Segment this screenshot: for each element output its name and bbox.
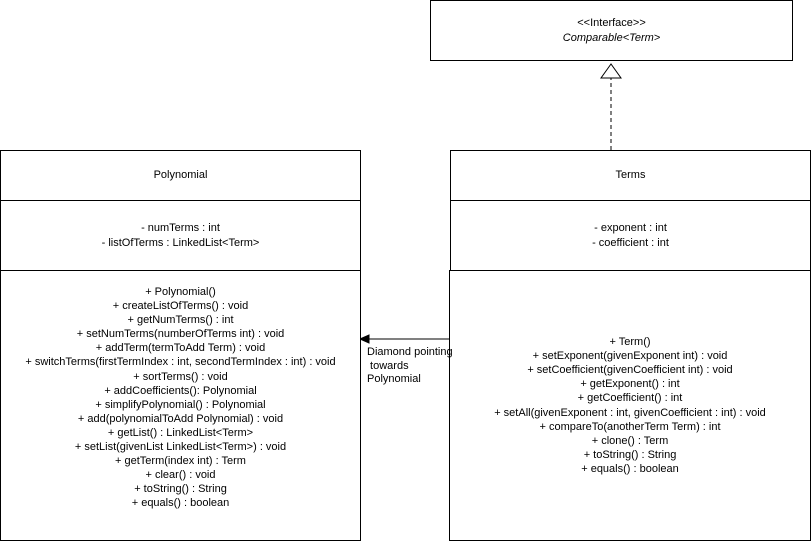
- method: + getExponent() : int: [580, 378, 680, 391]
- method: + getList() : LinkedList<Term>: [107, 426, 254, 439]
- method: + toString() : String: [134, 483, 227, 496]
- method: + setCoefficient(givenCoefficient int) : void: [527, 364, 733, 377]
- method: + addTerm(termToAdd Term) : void: [95, 342, 266, 355]
- method: + sortTerms() : void: [133, 370, 228, 383]
- note-line: towards: [367, 359, 409, 372]
- interface-box[interactable]: [430, 0, 793, 61]
- method: + switchTerms(firstTermIndex : int, secondTermIndex : int) : void: [25, 356, 336, 369]
- terms-class-name: Terms: [615, 169, 646, 182]
- association-note: [367, 346, 453, 387]
- note-line: Diamond pointing: [367, 346, 453, 358]
- attribute: - listOfTerms : LinkedList<Term>: [101, 236, 260, 249]
- attribute: - exponent : int: [594, 222, 667, 235]
- attribute: - coefficient : int: [592, 236, 669, 249]
- method: + equals() : boolean: [131, 497, 230, 510]
- method: + getTerm(index int) : Term: [115, 455, 246, 468]
- terms-class-header[interactable]: [450, 150, 811, 201]
- polynomial-methods[interactable]: [0, 270, 361, 541]
- method: + add(polynomialToAdd Polynomial) : void: [77, 412, 284, 425]
- method: + toString() : String: [583, 448, 677, 461]
- note-line: Polynomial: [367, 373, 421, 385]
- association-arrowhead: [360, 335, 369, 343]
- polynomial-class-header[interactable]: [0, 150, 361, 201]
- method: + Polynomial(): [145, 286, 216, 298]
- attribute: - numTerms : int: [141, 222, 220, 235]
- method: + setNumTerms(numberOfTerms int) : void: [76, 328, 285, 341]
- terms-methods[interactable]: [449, 270, 811, 541]
- method: + compareTo(anotherTerm Term) : int: [539, 420, 721, 433]
- method: + equals() : boolean: [581, 462, 679, 475]
- method: + clear() : void: [145, 469, 216, 482]
- terms-attributes[interactable]: [450, 200, 811, 271]
- method: + getCoefficient() : int: [577, 392, 683, 405]
- method: + Term(): [609, 336, 651, 349]
- polynomial-attributes[interactable]: [0, 200, 361, 271]
- method: + simplifyPolynomial() : Polynomial: [95, 398, 266, 411]
- realization-arrowhead: [601, 64, 621, 78]
- interface-name: Comparable<Term>: [562, 31, 661, 44]
- method: + addCoefficients(): Polynomial: [104, 384, 257, 397]
- method: + setAll(givenExponent : int, givenCoefficient : int) : void: [494, 406, 766, 419]
- method: + createListOfTerms() : void: [112, 300, 249, 313]
- method: + clone() : Term: [591, 434, 669, 447]
- method: + setList(givenList LinkedList<Term>) : void: [74, 441, 287, 454]
- method: + getNumTerms() : int: [127, 314, 234, 327]
- interface-stereotype: <<Interface>>: [577, 17, 646, 30]
- polynomial-class-name: Polynomial: [153, 169, 208, 182]
- method: + setExponent(givenExponent int) : void: [532, 350, 728, 363]
